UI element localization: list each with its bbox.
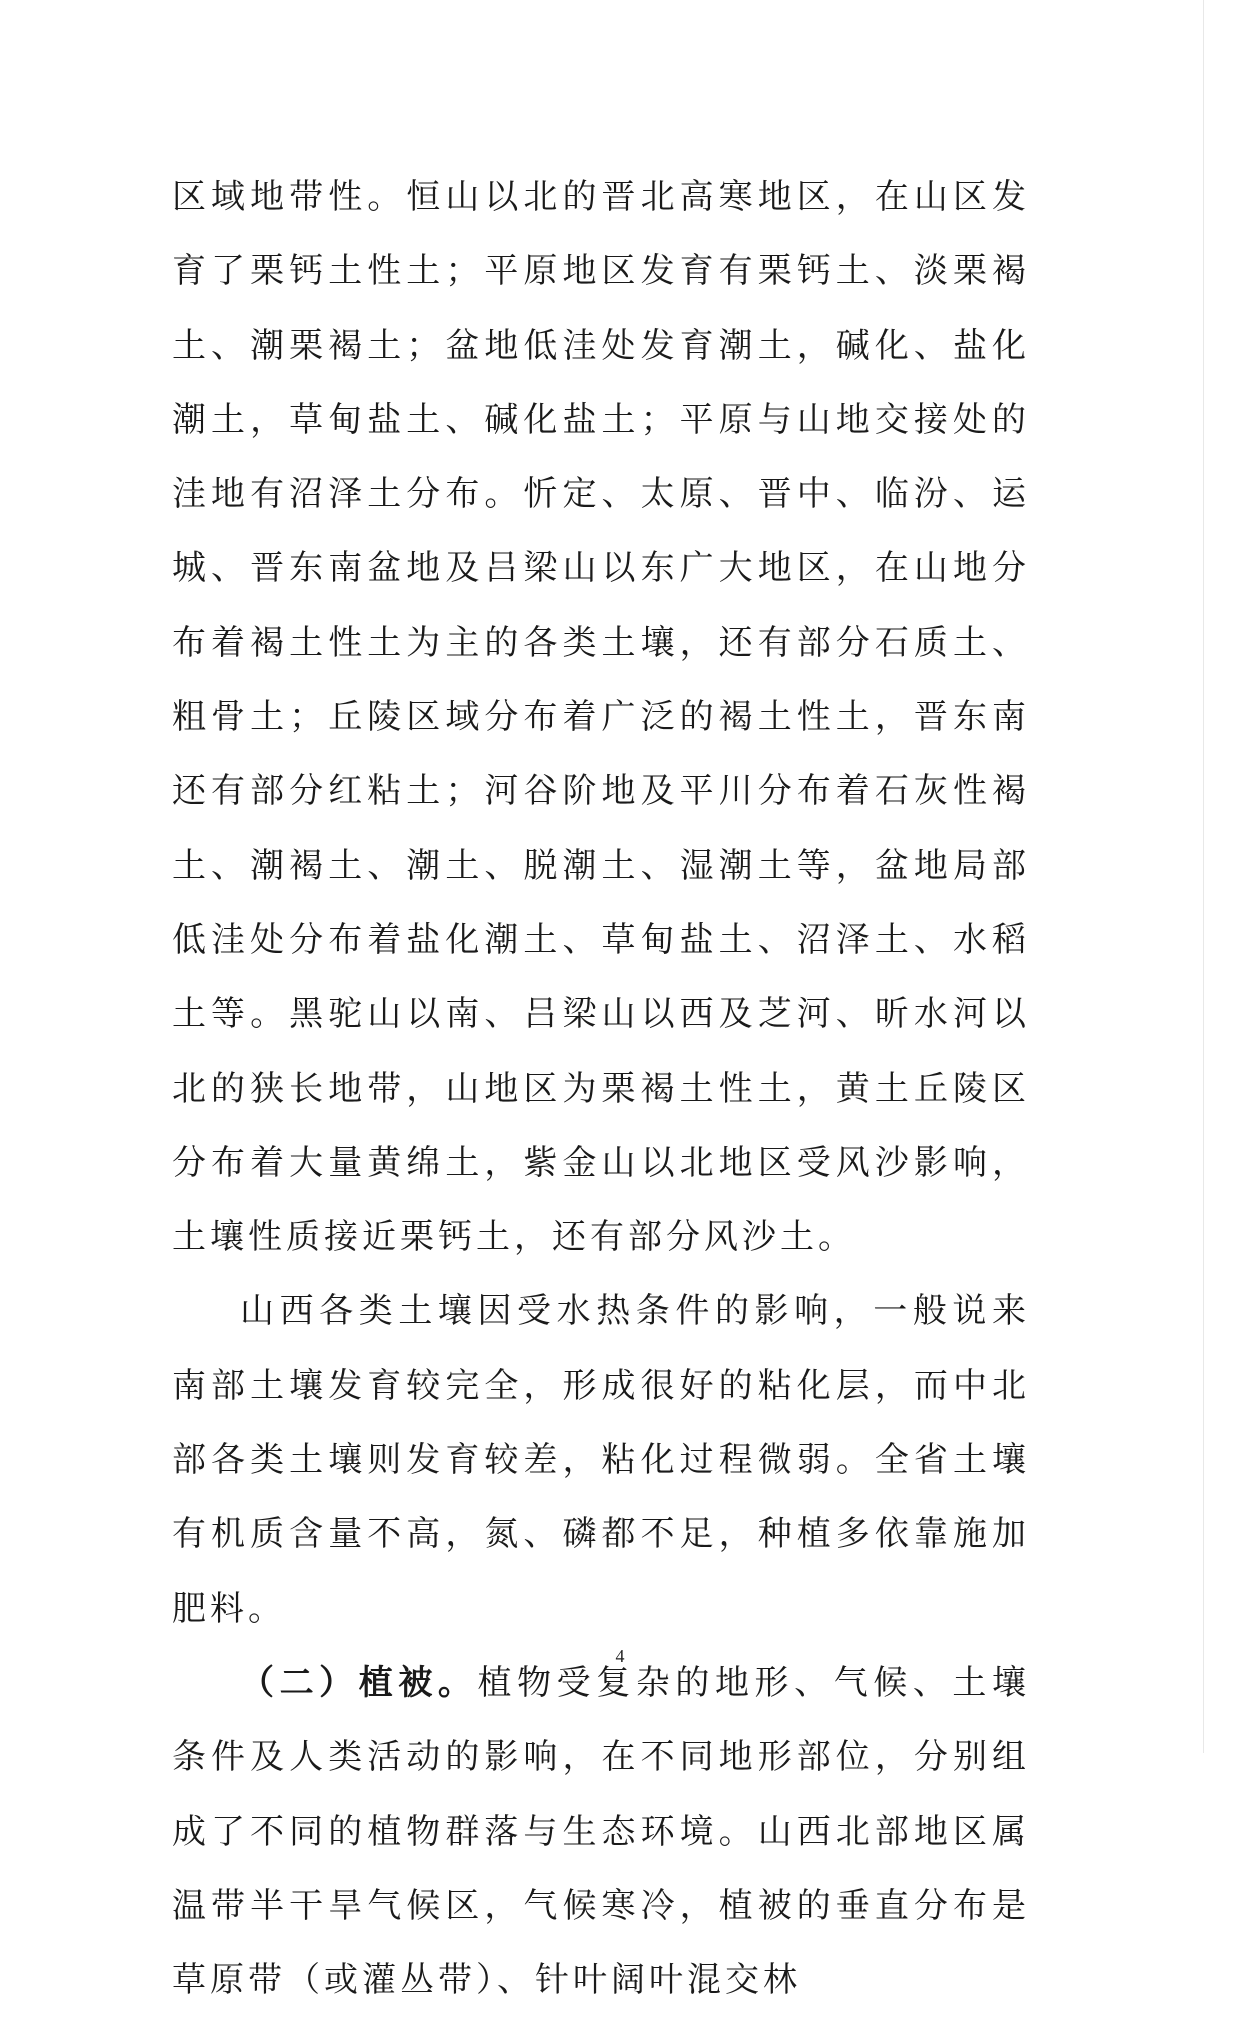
section-heading-vegetation: （二）植被。	[240, 1662, 478, 1703]
paragraph-vegetation	[172, 1646, 1030, 2017]
page-number: 4	[615, 1646, 625, 1666]
paragraph-vegetation-text: 植物受复杂的地形、气候、土壤条件及人类活动的影响，在不同地形部位，分别组成了不同的植物群落与生态环境。山西北部地区属温带半干旱气候区，气候寒冷，植被的垂直分布是草原带（或灌丛带）、针叶阔叶混交林	[172, 1662, 1031, 2001]
page-edge-line	[1203, 0, 1204, 1753]
paragraph-soil-zonality: 区域地带性。恒山以北的晋北高寒地区，在山区发育了栗钙土性土；平原地区发育有栗钙土、淡栗褐土、潮栗褐土；盆地低洼处发育潮土，碱化、盐化潮土，草甸盐土、碱化盐土；平原与山地交接处的洼地有沼泽土分布。忻定、太原、晋中、临汾、运城、晋东南盆地及吕梁山以东广大地区，在山地分布着褐土性土为主的各类土壤，还有部分石质土、粗骨土；丘陵区域分布着广泛的褐土性土，晋东南还有部分红粘土；河谷阶地及平川分布着石灰性褐土、潮褐土、潮土、脱潮土、湿潮土等，盆地局部低洼处分布着盐化潮土、草甸盐土、沼泽土、水稻土等。黑驼山以南、吕梁山以西及芝河、昕水河以北的狭长地带，山地区为栗褐土性土，黄土丘陵区分布着大量黄绵土，紫金山以北地区受风沙影响，土壤性质接近栗钙土，还有部分风沙土。	[172, 177, 1030, 1258]
paragraph-soil-development: 山西各类土壤因受水热条件的影响，一般说来南部土壤发育较完全，形成很好的粘化层，而中北部各类土壤则发育较差，粘化过程微弱。全省土壤有机质含量不高，氮、磷都不足，种植多依靠施加肥料。	[172, 1291, 1030, 1629]
document-body	[172, 160, 1030, 2017]
